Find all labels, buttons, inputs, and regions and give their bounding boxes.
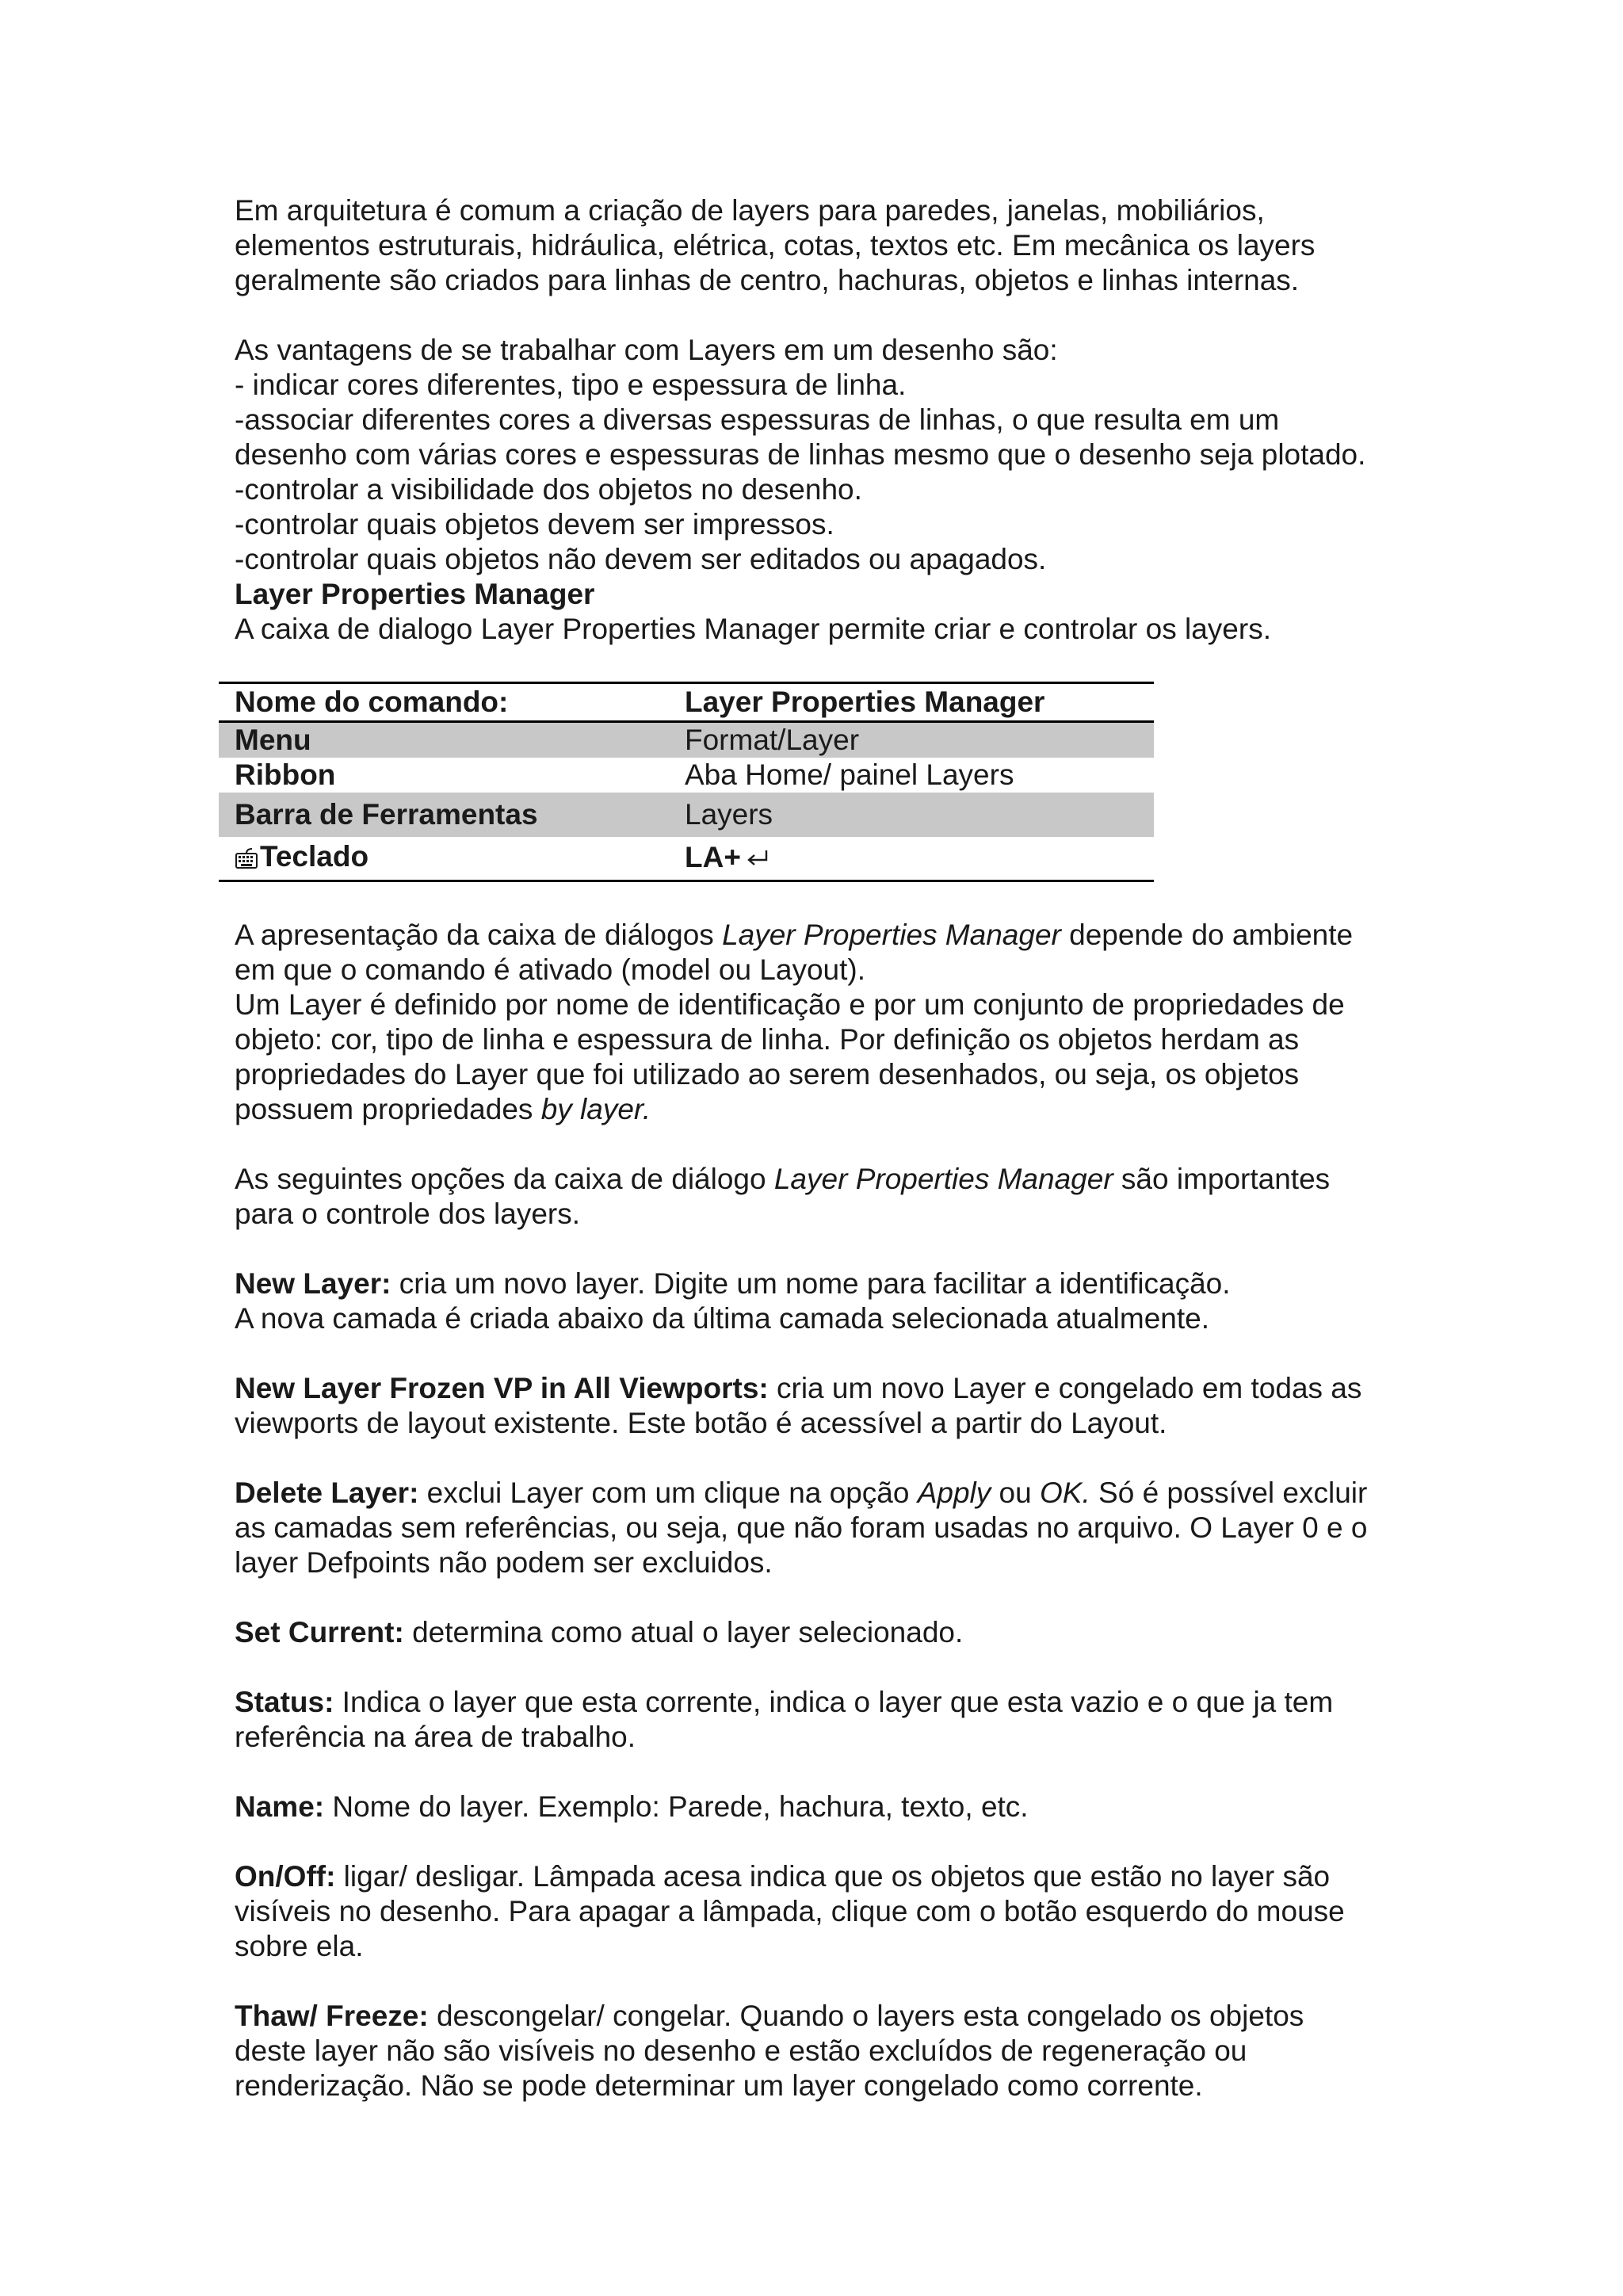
text-line: geralmente são criados para linhas de centro, hachuras, objetos e linhas internas. <box>235 264 1300 296</box>
text-line: elementos estruturais, hidráulica, elétrica, cotas, textos etc. Em mecânica os layers <box>235 229 1316 262</box>
text-line: para o controle dos layers. <box>235 1198 581 1230</box>
row-value-keyboard <box>669 837 1154 881</box>
option-delete-layer <box>235 1476 1423 1580</box>
text-line: visíveis no desenho. Para apagar a lâmpada, clique com o botão esquerdo do mouse <box>235 1895 1345 1927</box>
text-line: referência na área de trabalho. <box>235 1721 636 1753</box>
text-run: determina como atual o layer selecionado. <box>403 1616 964 1648</box>
list-item: -controlar quais objetos devem ser impressos. <box>235 508 834 541</box>
text-run: cria um novo layer. Digite um nome para facilitar a identificação. <box>391 1267 1231 1300</box>
section-heading: Layer Properties Manager <box>235 578 595 610</box>
table-row <box>219 793 1154 837</box>
option-term: Name: <box>235 1790 325 1823</box>
text-line: As vantagens de se trabalhar com Layers em um desenho são: <box>235 334 1058 366</box>
option-term: New Layer: <box>235 1267 391 1300</box>
text-run: são importantes <box>1113 1163 1331 1195</box>
text-line: propriedades do Layer que foi utilizado ao serem desenhados, ou seja, os objetos <box>235 1058 1300 1091</box>
keyboard-shortcut: LA+ <box>685 841 741 873</box>
option-new-layer <box>235 1266 1423 1336</box>
option-term: Status: <box>235 1686 334 1718</box>
text-line: as camadas sem referências, ou seja, que não foram usadas no arquivo. O Layer 0 e o <box>235 1511 1368 1544</box>
option-new-layer-frozen <box>235 1371 1423 1441</box>
text-run: Só é possível excluir <box>1090 1477 1368 1509</box>
list-item: - indicar cores diferentes, tipo e espessura de linha. <box>235 369 907 401</box>
presentation-paragraph <box>235 918 1423 1127</box>
text-run: Indica o layer que esta corrente, indica o layer que esta vazio e o que ja tem <box>334 1686 1334 1718</box>
option-name <box>235 1790 1423 1824</box>
list-item: -controlar quais objetos não devem ser editados ou apagados. <box>235 543 1047 575</box>
text-run-italic: OK. <box>1040 1477 1090 1509</box>
option-term: New Layer Frozen VP in All Viewports: <box>235 1372 769 1404</box>
table-row <box>219 683 1154 722</box>
row-value-ribbon: Aba Home/ painel Layers <box>685 758 1014 791</box>
row-label-toolbar: Barra de Ferramentas <box>219 793 669 837</box>
table-header-value: Layer Properties Manager <box>669 683 1154 722</box>
option-term: Delete Layer: <box>235 1477 419 1509</box>
table-row <box>219 837 1154 881</box>
advantages-list <box>235 333 1423 647</box>
text-run-italic: Apply <box>917 1477 991 1509</box>
option-set-current <box>235 1615 1423 1650</box>
list-item: -associar diferentes cores a diversas espessuras de linhas, o que resulta em um <box>235 403 1280 436</box>
text-run: A apresentação da caixa de diálogos <box>235 919 723 951</box>
option-term: Set Current: <box>235 1616 404 1648</box>
table-row <box>219 758 1154 793</box>
text-run: Nome do layer. Exemplo: Parede, hachura, texto, etc. <box>324 1790 1029 1823</box>
row-value-menu: Format/Layer <box>669 722 1154 758</box>
text-line: em que o comando é ativado (model ou Layout). <box>235 953 865 986</box>
keyboard-label: Teclado <box>260 840 369 873</box>
table-row <box>219 722 1154 758</box>
option-thaw-freeze <box>235 1999 1423 2103</box>
text-line: A nova camada é criada abaixo da última camada selecionada atualmente. <box>235 1302 1209 1335</box>
option-term: Thaw/ Freeze: <box>235 2000 429 2032</box>
text-run: descongelar/ congelar. Quando o layers esta congelado os objetos <box>428 2000 1304 2032</box>
text-line: viewports de layout existente. Este botão é acessível a partir do Layout. <box>235 1407 1167 1439</box>
text-line: Em arquitetura é comum a criação de layers para paredes, janelas, mobiliários, <box>235 194 1265 227</box>
text-line: renderização. Não se pode determinar um layer congelado como corrente. <box>235 2069 1203 2102</box>
row-label-keyboard <box>219 837 669 881</box>
row-value-toolbar: Layers <box>669 793 1154 837</box>
text-line: sobre ela. <box>235 1930 364 1962</box>
text-line: layer Defpoints não podem ser excluidos. <box>235 1546 773 1579</box>
text-run-italic: by layer. <box>540 1093 651 1125</box>
text-run: ou <box>991 1477 1040 1509</box>
text-line: Um Layer é definido por nome de identificação e por um conjunto de propriedades de <box>235 988 1345 1021</box>
option-term: On/Off: <box>235 1860 336 1893</box>
heading-description: A caixa de dialogo Layer Properties Manager permite criar e controlar os layers. <box>235 613 1271 645</box>
table-header-label: Nome do comando: <box>219 683 669 722</box>
text-run: As seguintes opções da caixa de diálogo <box>235 1163 774 1195</box>
text-run-italic: Layer Properties Manager <box>773 1163 1113 1195</box>
row-label-ribbon: Ribbon <box>235 758 336 791</box>
list-item: -controlar a visibilidade dos objetos no desenho. <box>235 473 862 506</box>
option-on-off <box>235 1859 1423 1964</box>
options-intro-paragraph <box>235 1162 1423 1232</box>
enter-key-icon <box>746 842 769 877</box>
option-status <box>235 1685 1423 1755</box>
options-section <box>235 918 1423 2103</box>
text-line: deste layer não são visíveis no desenho e estão excluídos de regeneração ou <box>235 2034 1247 2067</box>
command-table <box>219 682 1154 882</box>
text-run: exclui Layer com um clique na opção <box>418 1477 918 1509</box>
text-run-italic: Layer Properties Manager <box>722 919 1061 951</box>
intro-section <box>235 193 1423 647</box>
text-run: cria um novo Layer e congelado em todas as <box>768 1372 1362 1404</box>
row-label-menu: Menu <box>219 722 669 758</box>
text-run: ligar/ desligar. Lâmpada acesa indica que os objetos que estão no layer são <box>335 1860 1331 1893</box>
keyboard-icon <box>235 842 258 877</box>
text-run: possuem propriedades <box>235 1093 541 1125</box>
text-line: objeto: cor, tipo de linha e espessura de linha. Por definição os objetos herdam as <box>235 1023 1300 1056</box>
text-run: depende do ambiente <box>1060 919 1354 951</box>
list-item: desenho com várias cores e espessuras de linhas mesmo que o desenho seja plotado. <box>235 438 1366 471</box>
intro-paragraph-1 <box>235 193 1423 298</box>
